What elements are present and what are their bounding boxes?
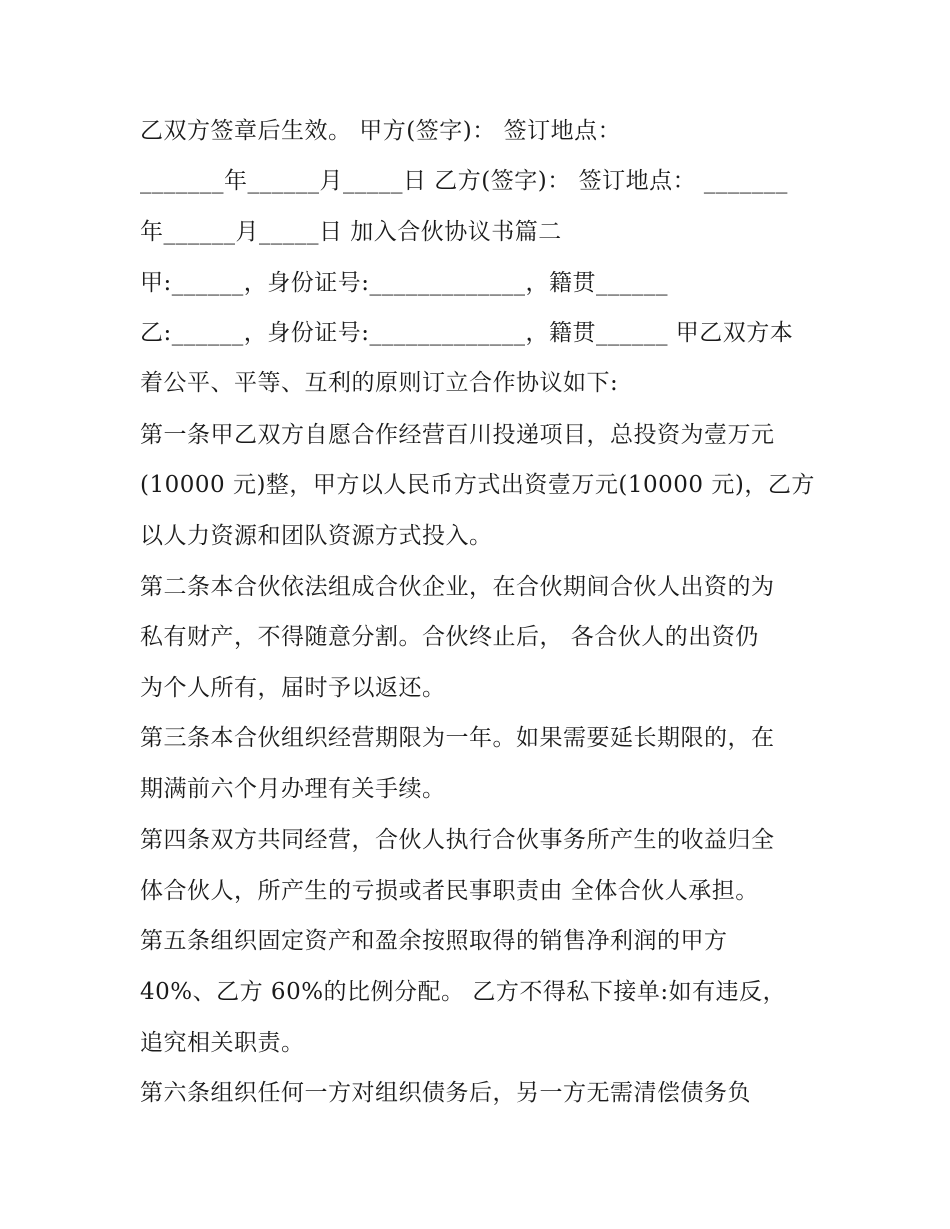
text-line: 私有财产，不得随意分割。合伙终止后， 各合伙人的出资仍 [140, 624, 759, 650]
text-line: 第四条双方共同经营，合伙人执行合伙事务所产生的收益归全 [140, 827, 775, 853]
text-line: 40%、乙方 60%的比例分配。 乙方不得私下接单:如有违反， [140, 979, 787, 1005]
text-line: 以人力资源和团队资源方式投入。 [140, 523, 493, 549]
text-line: 追究相关职责。 [140, 1030, 305, 1056]
text-line: 期满前六个月办理有关手续。 [140, 776, 446, 802]
text-line: 第一条甲乙双方自愿合作经营百川投递项目，总投资为壹万元 [140, 422, 775, 448]
text-line: 着公平、平等、互利的原则订立合作协议如下: [140, 370, 619, 396]
text-line: 为个人所有，届时予以返还。 [140, 675, 446, 701]
text-line: 第二条本合伙依法组成合伙企业，在合伙期间合伙人出资的为 [140, 574, 775, 600]
text-line: 第六条组织任何一方对组织债务后，另一方无需清偿债务负 [140, 1080, 751, 1106]
text-line: (10000 元)整，甲方以人民币方式出资壹万元(10000 元)，乙方 [140, 472, 815, 498]
text-line: 乙:______，身份证号:_____________，籍贯______ 甲乙双方本 [140, 320, 794, 346]
text-line: 乙双方签章后生效。 甲方(签字)： 签订地点： [140, 118, 622, 144]
text-line: 第五条组织固定资产和盈余按照取得的销售净利润的甲方 [140, 928, 728, 954]
text-line: 第三条本合伙组织经营期限为一年。如果需要延长期限的，在 [140, 725, 775, 751]
text-line: 年______月_____日 加入合伙协议书篇二 [140, 219, 562, 245]
text-line: _______年______月_____日 乙方(签字)： 签订地点： _______ [140, 168, 788, 194]
text-line: 体合伙人，所产生的亏损或者民事职责由 全体合伙人承担。 [140, 878, 759, 904]
text-line: 甲:______，身份证号:_____________，籍贯______ [140, 270, 668, 296]
